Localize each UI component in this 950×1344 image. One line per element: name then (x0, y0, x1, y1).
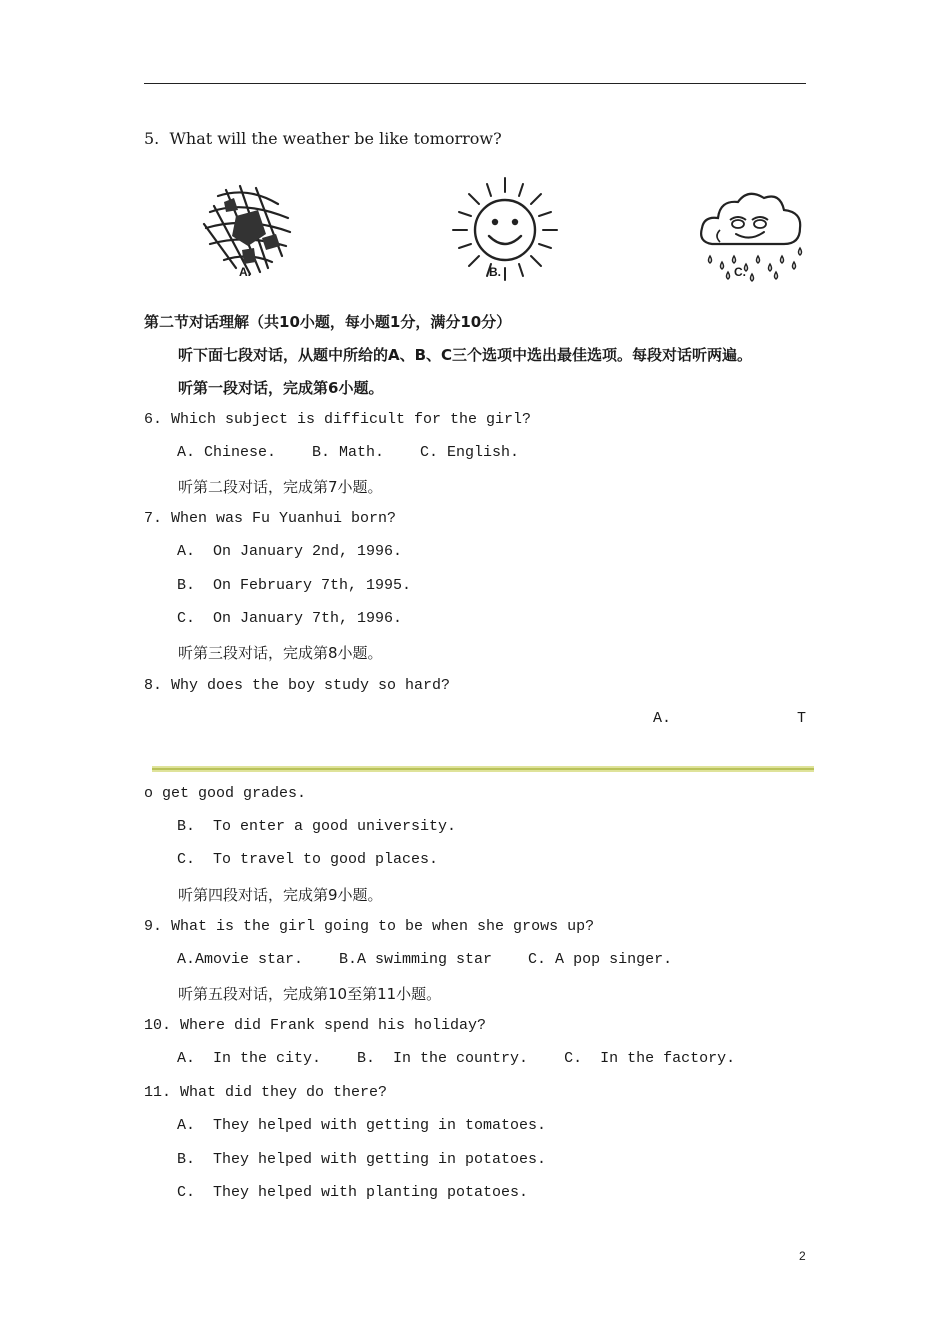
sun-icon (441, 156, 553, 264)
question-8-option-b: B. To enter a good university. (177, 818, 457, 835)
question-11-option-b: B. They helped with getting in potatoes. (177, 1151, 547, 1168)
option-a-label: A. (239, 265, 251, 279)
option-b-label: B. (489, 265, 501, 279)
dialog-2-instruction: 听第二段对话，完成第7小题。 (178, 478, 383, 496)
question-9: 9. What is the girl going to be when she grows up? (144, 918, 595, 935)
option-c-label: C. (734, 265, 746, 279)
question-8-option-a-rest: o get good grades. (144, 785, 307, 802)
dialog-4-instruction: 听第四段对话，完成第9小题。 (178, 886, 383, 904)
question-8: 8. Why does the boy study so hard? (144, 677, 451, 694)
dialog-1-instruction: 听第一段对话，完成第6小题。 (178, 379, 384, 397)
dialog-3-instruction: 听第三段对话，完成第8小题。 (178, 644, 383, 662)
question-10-options: A. In the city. B. In the country. C. In the factory. (177, 1050, 736, 1067)
question-10: 10. Where did Frank spend his holiday? (144, 1017, 487, 1034)
question-11-option-c: C. They helped with planting potatoes. (177, 1184, 529, 1201)
question-9-options: A.Amovie star. B.A swimming star C. A pop singer. (177, 951, 673, 968)
question-5: 5. What will the weather be like tomorrow? (144, 129, 502, 148)
question-11-option-a: A. They helped with getting in tomatoes. (177, 1117, 547, 1134)
section-heading: 第二节对话理解（共10小题，每小题1分，满分10分） (144, 313, 512, 331)
question-8-option-c: C. To travel to good places. (177, 851, 439, 868)
question-7-option-b: B. On February 7th, 1995. (177, 577, 412, 594)
rain-cloud-icon (688, 168, 800, 264)
page-break-band (144, 741, 806, 747)
question-7-option-a: A. On January 2nd, 1996. (177, 543, 403, 560)
question-8-option-a-first: T (797, 710, 807, 727)
question-8-option-a-label: A. (653, 710, 672, 727)
storm-icon (188, 158, 292, 262)
page-number: 2 (799, 1249, 806, 1263)
dialog-5-instruction: 听第五段对话，完成第10至第11小题。 (178, 985, 442, 1003)
question-7: 7. When was Fu Yuanhui born? (144, 510, 397, 527)
header-rule (144, 83, 806, 84)
question-7-option-c: C. On January 7th, 1996. (177, 610, 403, 627)
section-instruction: 听下面七段对话，从题中所给的A、B、C三个选项中选出最佳选项。每段对话听两遍。 (178, 346, 753, 364)
question-6-options: A. Chinese. B. Math. C. English. (177, 444, 520, 461)
question-6: 6. Which subject is difficult for the girl? (144, 411, 532, 428)
question-11: 11. What did they do there? (144, 1084, 388, 1101)
